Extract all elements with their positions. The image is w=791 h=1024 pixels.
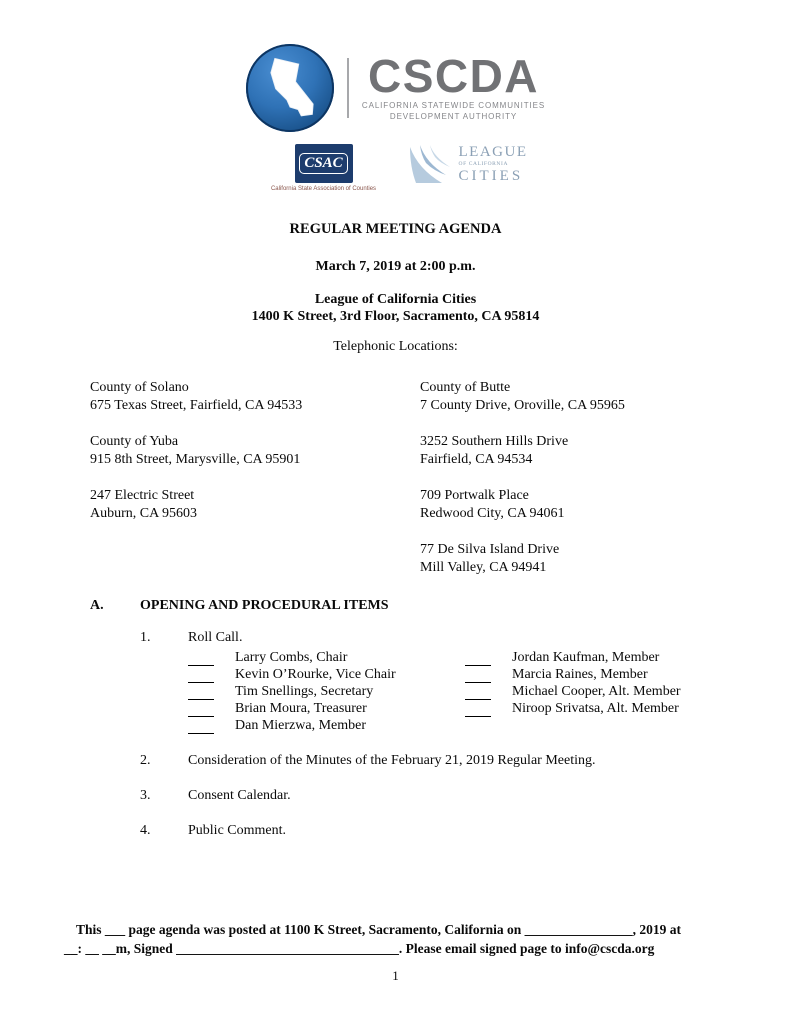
location-name: 77 De Silva Island Drive [420, 542, 560, 557]
agenda-item-4 [140, 822, 791, 839]
agenda-item-3 [140, 787, 791, 804]
rollcall-name: Dan Mierzwa, Member [235, 718, 367, 733]
csac-caption: California State Association of Counties [270, 186, 377, 192]
location-address: 675 Texas Street, Fairfield, CA 94533 [90, 397, 303, 413]
roll-call-left-column [188, 649, 465, 734]
section-a-heading [90, 598, 791, 614]
posting-notice-line2: __: __ __m, Signed _________________________________. Please email signed page to info@cscda.org [64, 941, 655, 956]
location-address: Mill Valley, CA 94941 [420, 559, 547, 575]
location-name: County of Butte [420, 380, 511, 395]
location-entry [90, 379, 420, 414]
meeting-datetime: March 7, 2019 at 2:00 p.m. [315, 259, 476, 274]
roll-call-entry [465, 683, 681, 700]
league-line3: CITIES [458, 167, 524, 184]
roll-call-entry [188, 717, 465, 734]
location-name: County of Solano [90, 380, 189, 395]
rollcall-name: Kevin O’Rourke, Vice Chair [235, 667, 396, 682]
logo-divider [347, 58, 349, 118]
rollcall-name: Marcia Raines, Member [512, 667, 648, 682]
location-name: 3252 Southern Hills Drive [420, 434, 569, 449]
meeting-title: REGULAR MEETING AGENDA [289, 221, 502, 237]
masthead [0, 0, 791, 192]
league-swoosh-icon [408, 143, 454, 187]
location-name: County of Yuba [90, 434, 179, 449]
rollcall-blank-line [188, 687, 214, 700]
location-entry [420, 379, 625, 414]
csac-acronym: CSAC [299, 153, 347, 174]
item-text: Roll Call. [188, 630, 243, 645]
rollcall-blank-line [465, 670, 491, 683]
item-number: 4. [140, 823, 151, 838]
location-entry [90, 433, 420, 468]
roll-call-entry [465, 666, 681, 683]
roll-call-entry [465, 649, 681, 666]
rollcall-name: Larry Combs, Chair [235, 650, 348, 665]
rollcall-name: Brian Moura, Treasurer [235, 701, 367, 716]
csac-logo [264, 144, 384, 192]
league-logo [408, 143, 528, 187]
locations-left-column [90, 379, 420, 595]
roll-call-entry [188, 700, 465, 717]
agenda-item-1 [140, 629, 791, 646]
rollcall-blank-line [188, 704, 214, 717]
roll-call-right-column [465, 649, 681, 734]
league-line1: LEAGUE [458, 144, 528, 161]
location-name: 247 Electric Street [90, 488, 195, 503]
location-entry [90, 487, 420, 522]
rollcall-name: Jordan Kaufman, Member [512, 650, 660, 665]
location-entry [420, 487, 625, 522]
csac-box-icon [295, 144, 353, 183]
section-letter: A. [90, 598, 104, 613]
item-number: 2. [140, 753, 151, 768]
item-number: 3. [140, 788, 151, 803]
page-number: 1 [392, 968, 399, 983]
cscda-acronym: CSCDA [367, 50, 540, 103]
rollcall-blank-line [465, 687, 491, 700]
item-number: 1. [140, 630, 151, 645]
section-title: OPENING AND PROCEDURAL ITEMS [140, 598, 389, 613]
title-block [0, 221, 791, 355]
venue-line1: League of California Cities [314, 292, 477, 307]
rollcall-blank-line [465, 704, 491, 717]
location-address: Fairfield, CA 94534 [420, 451, 533, 467]
cscda-logo [0, 44, 791, 132]
rollcall-blank-line [188, 721, 214, 734]
item-text: Public Comment. [188, 823, 286, 838]
telephonic-label: Telephonic Locations: [333, 339, 458, 354]
location-entry [420, 541, 625, 576]
roll-call [188, 649, 791, 734]
cscda-logo-text [361, 50, 546, 121]
agenda-item-2 [140, 752, 791, 769]
location-name: 709 Portwalk Place [420, 488, 529, 503]
rollcall-blank-line [465, 653, 491, 666]
california-map-icon [264, 56, 316, 120]
location-address: Redwood City, CA 94061 [420, 505, 565, 521]
venue-line2: 1400 K Street, 3rd Floor, Sacramento, CA 95814 [251, 309, 540, 324]
posting-notice-line1: This ___ page agenda was posted at 1100 K Street, Sacramento, California on ________________, 2019 at [76, 922, 682, 937]
venue [0, 291, 791, 325]
roll-call-entry [188, 666, 465, 683]
location-address: 7 County Drive, Oroville, CA 95965 [420, 397, 625, 413]
roll-call-entry [188, 649, 465, 666]
rollcall-blank-line [188, 653, 214, 666]
partner-logos [0, 141, 791, 192]
item-text: Consideration of the Minutes of the February 21, 2019 Regular Meeting. [188, 753, 596, 768]
rollcall-name: Niroop Srivatsa, Alt. Member [512, 701, 679, 716]
roll-call-entry [465, 700, 681, 717]
cscda-subtitle-line1: CALIFORNIA STATEWIDE COMMUNITIES [361, 100, 546, 110]
league-text [459, 145, 528, 184]
rollcall-name: Tim Snellings, Secretary [235, 684, 374, 699]
location-address: Auburn, CA 95603 [90, 505, 197, 521]
telephonic-locations [90, 379, 791, 595]
item-text: Consent Calendar. [188, 788, 291, 803]
locations-right-column [420, 379, 625, 595]
posting-notice [64, 920, 764, 958]
rollcall-name: Michael Cooper, Alt. Member [512, 684, 681, 699]
cscda-subtitle-line2: DEVELOPMENT AUTHORITY [389, 111, 518, 121]
league-line2: OF CALIFORNIA [458, 161, 509, 168]
agenda-section [90, 598, 791, 839]
location-address: 915 8th Street, Marysville, CA 95901 [90, 451, 301, 467]
roll-call-entry [188, 683, 465, 700]
california-globe-icon [246, 44, 334, 132]
location-entry [420, 433, 625, 468]
rollcall-blank-line [188, 670, 214, 683]
